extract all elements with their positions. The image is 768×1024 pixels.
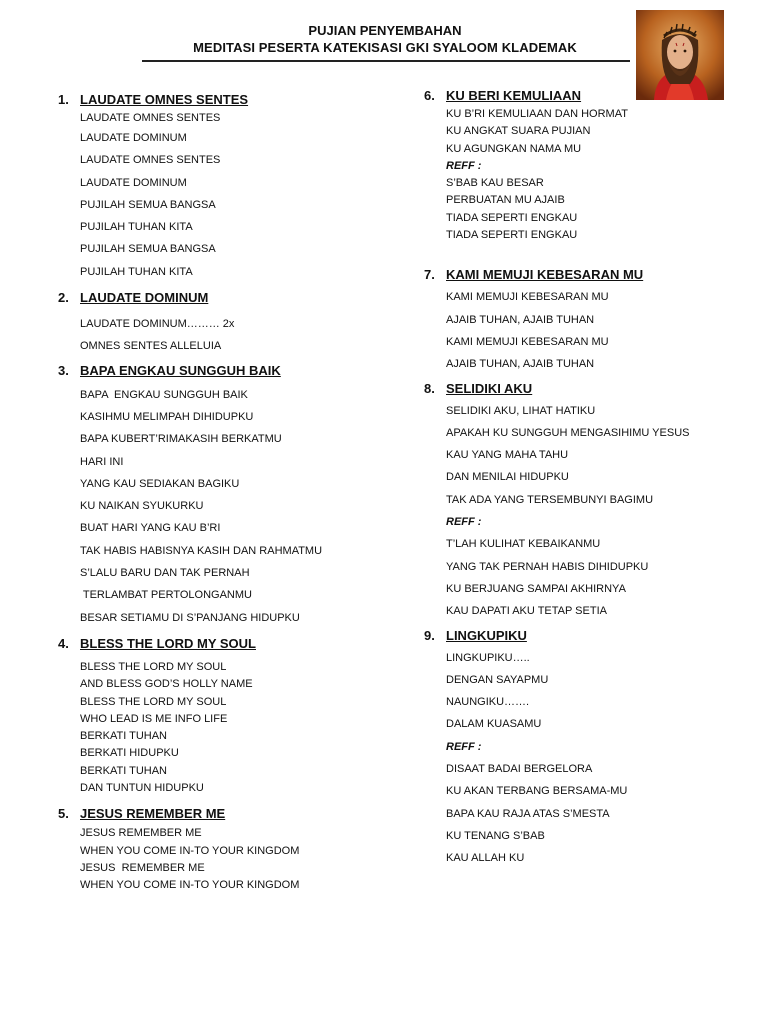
lyric-line: WHEN YOU COME IN-TO YOUR KINGDOM: [80, 844, 300, 857]
lyric-line: T’LAH KULIHAT KEBAIKANMU: [446, 538, 601, 551]
song-number: 2.: [58, 290, 69, 306]
song-2: [58, 287, 398, 358]
header-rule: [142, 60, 630, 62]
song-number: 7.: [424, 267, 435, 283]
song-3: [58, 360, 398, 629]
lyric-line: NAUNGIKU…….: [446, 696, 530, 709]
lyric-line: PUJILAH TUHAN KITA: [80, 265, 193, 278]
lyric-line: HARI INI: [80, 455, 124, 468]
song-name: JESUS REMEMBER ME: [80, 806, 226, 822]
song-number: 6.: [424, 88, 435, 103]
lyric-line: KU AKAN TERBANG BERSAMA-MU: [446, 785, 628, 798]
song-number: 5.: [58, 806, 69, 822]
lyric-line: KAU DAPATI AKU TETAP SETIA: [446, 605, 607, 618]
song-7: [424, 264, 764, 375]
lyric-line: BERKATI HIDUPKU: [80, 747, 179, 760]
lyric-line: TIADA SEPERTI ENGKAU: [446, 229, 578, 242]
song-name: BAPA ENGKAU SUNGGUH BAIK: [80, 362, 281, 378]
song-lyrics: [424, 106, 764, 244]
lyric-line: AJAIB TUHAN, AJAIB TUHAN: [446, 358, 595, 371]
lyric-line: KU B’RI KEMULIAAN DAN HORMAT: [446, 108, 628, 120]
lyric-line: PUJILAH TUHAN KITA: [80, 221, 193, 234]
page-title: PUJIAN PENYEMBAHAN: [308, 23, 462, 38]
lyric-line: BERKATI TUHAN: [80, 730, 167, 743]
lyric-line: KAMI MEMUJI KEBESARAN MU: [446, 335, 609, 348]
lyric-line: BLESS THE LORD MY SOUL: [80, 695, 227, 708]
lyric-line: PUJILAH SEMUA BANGSA: [80, 243, 216, 256]
lyric-line: DISAAT BADAI BERGELORA: [446, 763, 593, 776]
song-lyrics: [424, 400, 764, 623]
lyric-line: LAUDATE OMNES SENTES: [80, 112, 221, 124]
song-1: [58, 90, 398, 283]
lyric-line: JESUS REMEMBER ME: [80, 827, 202, 840]
song-title: [58, 90, 398, 110]
page-header: [140, 22, 630, 56]
song-number: 1.: [58, 92, 69, 107]
song-title: [58, 633, 398, 655]
song-9: [424, 625, 764, 870]
song-title: [58, 287, 398, 309]
song-name: KAMI MEMUJI KEBESARAN MU: [446, 267, 644, 283]
lyric-line: JESUS REMEMBER ME: [80, 861, 205, 874]
lyric-line: YANG TAK PERNAH HABIS DIHIDUPKU: [446, 560, 649, 573]
song-title: [58, 803, 398, 825]
song-5: [58, 803, 398, 894]
lyric-line: APAKAH KU SUNGGUH MENGASIHIMU YESUS: [446, 426, 690, 439]
lyric-line: DENGAN SAYAPMU: [446, 673, 549, 686]
song-title: [424, 625, 764, 647]
lyric-line: TERLAMBAT PERTOLONGANMU: [80, 589, 252, 602]
song-title: [424, 378, 764, 400]
lyric-line: KU TENANG S’BAB: [446, 829, 545, 842]
page-subtitle: MEDITASI PESERTA KATEKISASI GKI SYALOOM KLADEMAK: [193, 40, 577, 55]
song-name: BLESS THE LORD MY SOUL: [80, 635, 256, 651]
lyric-line: KASIHMU MELIMPAH DIHIDUPKU: [80, 410, 254, 423]
song-lyrics: [424, 647, 764, 870]
left-column: [58, 90, 398, 895]
lyric-line: KU AGUNGKAN NAMA MU: [446, 142, 582, 155]
right-column: [424, 86, 764, 870]
lyric-line: TAK ADA YANG TERSEMBUNYI BAGIMU: [446, 493, 654, 506]
song-title: [424, 86, 764, 106]
lyric-line: KAU ALLAH KU: [446, 852, 525, 865]
lyric-line: BAPA ENGKAU SUNGGUH BAIK: [80, 388, 248, 401]
lyric-line: AND BLESS GOD’S HOLLY NAME: [80, 678, 253, 691]
lyric-line: BERKATI TUHAN: [80, 764, 167, 777]
song-lyrics: [58, 382, 398, 629]
lyric-line: BLESS THE LORD MY SOUL: [80, 660, 227, 673]
lyric-line: BESAR SETIAMU DI S’PANJANG HIDUPKU: [80, 611, 300, 624]
lyric-line: OMNES SENTES ALLELUIA: [80, 340, 222, 353]
lyric-line: PERBUATAN MU AJAIB: [446, 194, 565, 207]
lyric-line: DAN TUNTUN HIDUPKU: [80, 782, 204, 795]
song-lyrics: [424, 286, 764, 375]
lyric-line: LAUDATE OMNES SENTES: [80, 154, 221, 167]
song-number: 8.: [424, 380, 435, 396]
song-number: 9.: [424, 627, 435, 643]
lyric-line: TAK HABIS HABISNYA KASIH DAN RAHMATMU: [80, 544, 323, 557]
song-name: KU BERI KEMULIAAN: [446, 88, 582, 103]
song-name: LAUDATE DOMINUM: [80, 290, 209, 306]
lyric-line: DAN MENILAI HIDUPKU: [446, 471, 569, 484]
song-lyrics: [58, 309, 398, 358]
song-title: [424, 264, 764, 286]
lyric-line: WHEN YOU COME IN-TO YOUR KINGDOM: [80, 879, 300, 892]
lyric-line: LAUDATE DOMINUM: [80, 132, 187, 144]
lyric-line: BUAT HARI YANG KAU B’RI: [80, 522, 221, 535]
song-4: [58, 633, 398, 797]
song-number: 4.: [58, 635, 69, 651]
reff-label: REFF :: [446, 740, 482, 753]
lyric-line: PUJILAH SEMUA BANGSA: [80, 198, 216, 211]
lyric-line: KAU YANG MAHA TAHU: [446, 449, 569, 462]
lyric-line: LAUDATE DOMINUM……… 2x: [80, 318, 235, 331]
song-lyrics: [58, 655, 398, 797]
lyric-line: SELIDIKI AKU, LIHAT HATIKU: [446, 404, 596, 417]
lyric-line: LAUDATE DOMINUM: [80, 176, 187, 189]
reff-label: REFF :: [446, 159, 482, 172]
lyric-line: DALAM KUASAMU: [446, 718, 542, 731]
lyric-line: KAMI MEMUJI KEBESARAN MU: [446, 291, 609, 304]
song-title: [58, 360, 398, 382]
lyric-line: BAPA KAU RAJA ATAS S’MESTA: [446, 807, 610, 820]
song-name: LAUDATE OMNES SENTES: [80, 92, 249, 107]
lyric-line: WHO LEAD IS ME INFO LIFE: [80, 712, 228, 725]
lyric-line: YANG KAU SEDIAKAN BAGIKU: [80, 477, 240, 490]
song-name: LINGKUPIKU: [446, 627, 527, 643]
reff-label: REFF :: [446, 516, 482, 529]
song-number: 3.: [58, 362, 69, 378]
lyric-line: AJAIB TUHAN, AJAIB TUHAN: [446, 313, 595, 326]
lyric-line: TIADA SEPERTI ENGKAU: [446, 211, 578, 224]
song-8: [424, 378, 764, 623]
lyric-line: KU NAIKAN SYUKURKU: [80, 500, 204, 513]
lyric-line: LINGKUPIKU…..: [446, 651, 530, 664]
lyric-line: S’LALU BARU DAN TAK PERNAH: [80, 567, 250, 580]
lyric-line: KU BERJUANG SAMPAI AKHIRNYA: [446, 582, 626, 595]
song-lyrics: [58, 110, 398, 283]
lyric-line: BAPA KUBERT’RIMAKASIH BERKATMU: [80, 433, 282, 446]
lyric-line: S’BAB KAU BESAR: [446, 177, 544, 190]
lyric-line: KU ANGKAT SUARA PUJIAN: [446, 125, 591, 138]
song-name: SELIDIKI AKU: [446, 380, 533, 396]
song-6: [424, 86, 764, 244]
song-lyrics: [58, 825, 398, 894]
